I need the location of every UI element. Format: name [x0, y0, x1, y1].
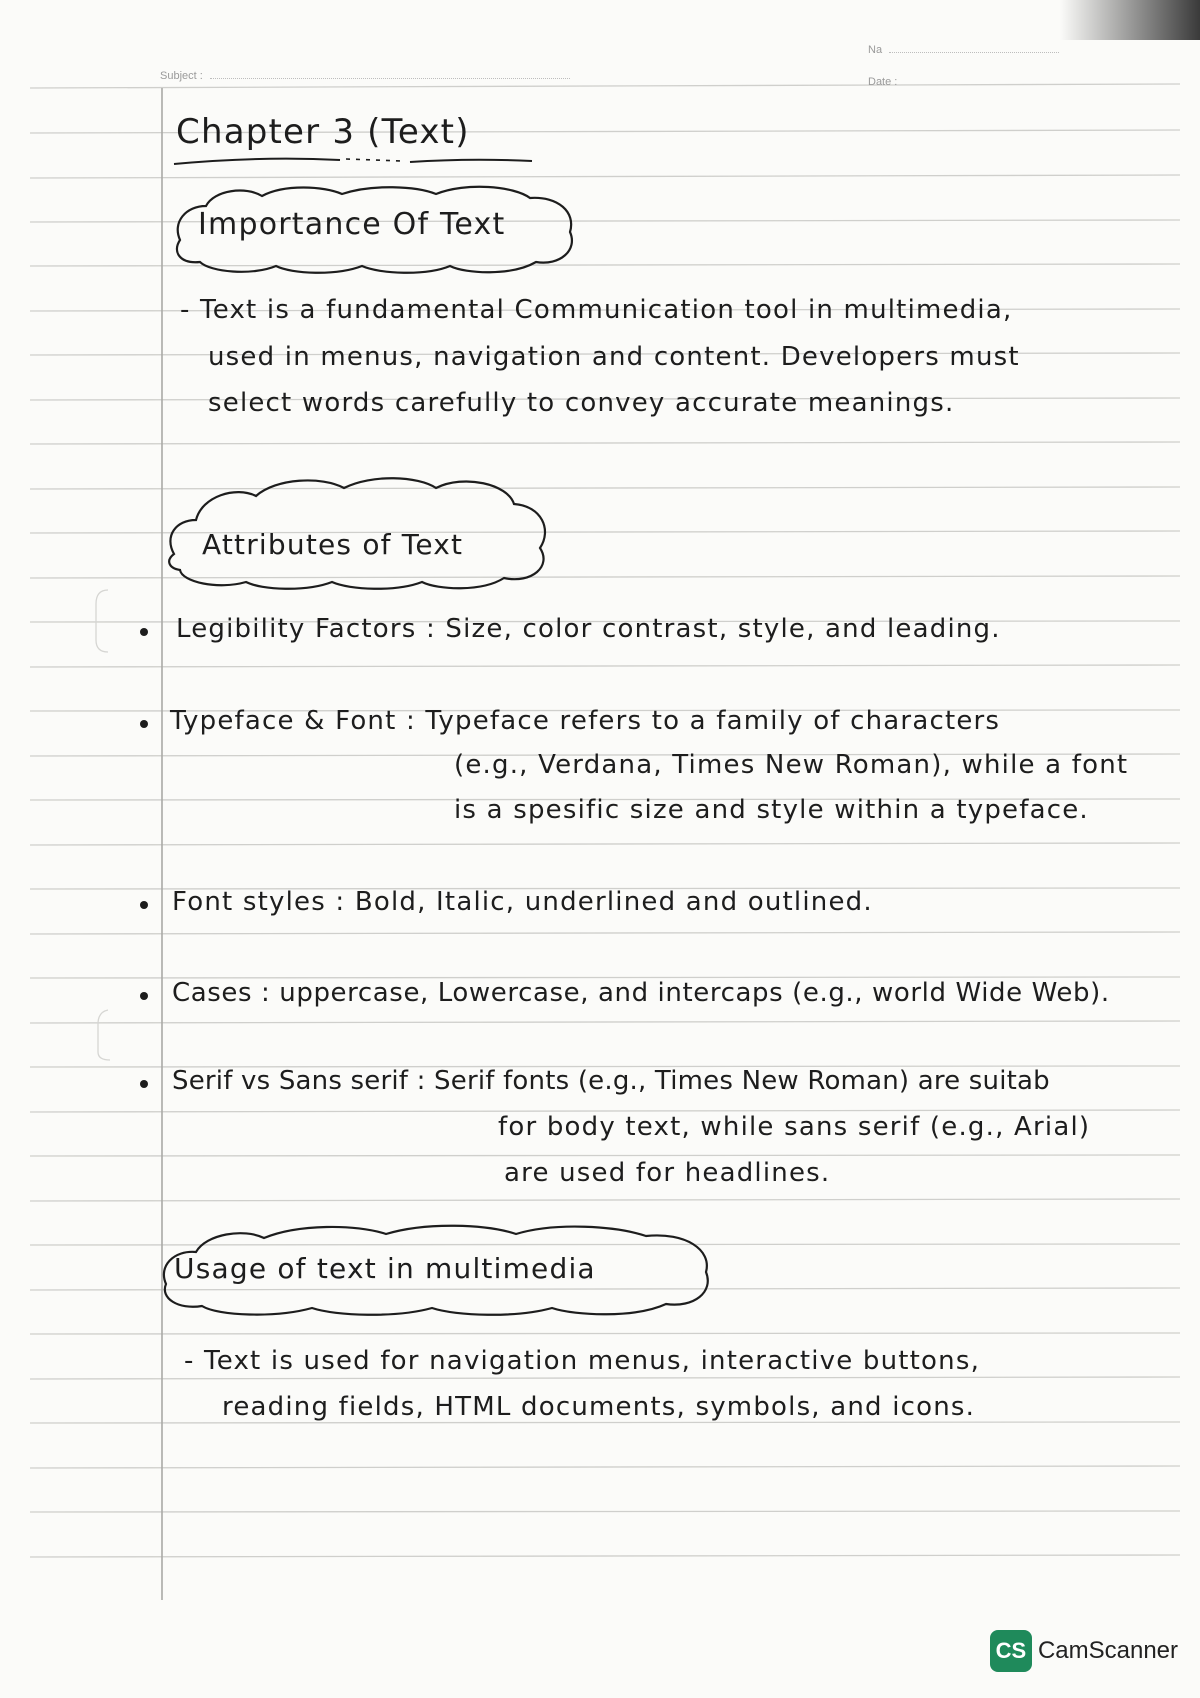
section-heading-attributes: Attributes of Text [202, 528, 464, 561]
name-blank [889, 52, 1059, 53]
importance-line-3: select words carefully to convey accurate meanings. [208, 388, 955, 418]
bullet-dot [140, 992, 148, 1000]
bullet-dot [140, 901, 148, 909]
subject-blank [210, 78, 570, 79]
subject-field [160, 70, 570, 82]
date-label: Date : [868, 76, 898, 88]
attributes-bullet-4-line-1: Cases : uppercase, Lowercase, and intercaps (e.g., world Wide Web). [172, 978, 1110, 1008]
importance-line-1: - Text is a fundamental Communication tool in multimedia, [180, 295, 1013, 325]
attributes-bullet-5-line-3: are used for headlines. [504, 1158, 831, 1188]
attributes-bullet-2-line-2: (e.g., Verdana, Times New Roman), while a font [454, 750, 1129, 780]
name-label: Na [868, 44, 883, 56]
date-field [868, 76, 897, 88]
attributes-bullet-5-line-1: Serif vs Sans serif : Serif fonts (e.g., Times New Roman) are suitab [172, 1066, 1050, 1096]
name-field [868, 44, 1059, 56]
bullet-dot [140, 1080, 148, 1088]
attributes-bullet-5-line-2: for body text, while sans serif (e.g., Arial) [498, 1112, 1091, 1142]
bullet-dot [140, 720, 148, 728]
camscanner-mark: CS [990, 1630, 1032, 1672]
scan-corner-shadow [1060, 0, 1200, 40]
section-heading-importance: Importance Of Text [198, 207, 506, 242]
attributes-bullet-2-line-3: is a spesific size and style within a typeface. [454, 795, 1089, 825]
subject-label: Subject : [160, 70, 203, 82]
attributes-bullet-3-line-1: Font styles : Bold, Italic, underlined and outlined. [172, 887, 873, 917]
importance-line-2: used in menus, navigation and content. Developers must [208, 342, 1020, 372]
title-underline [170, 150, 540, 172]
usage-line-1: - Text is used for navigation menus, interactive buttons, [184, 1346, 981, 1376]
camscanner-logo [990, 1630, 1178, 1672]
section-heading-usage: Usage of text in multimedia [174, 1252, 596, 1285]
camscanner-text: CamScanner [1037, 1637, 1178, 1664]
bullet-dot [140, 628, 148, 636]
page-title: Chapter 3 (Text) [176, 112, 470, 152]
usage-line-2: reading fields, HTML documents, symbols, and icons. [222, 1392, 976, 1422]
attributes-bullet-2-line-1: Typeface & Font : Typeface refers to a family of characters [170, 706, 1001, 736]
attributes-bullet-1-line-1: Legibility Factors : Size, color contrast, style, and leading. [176, 614, 1001, 644]
